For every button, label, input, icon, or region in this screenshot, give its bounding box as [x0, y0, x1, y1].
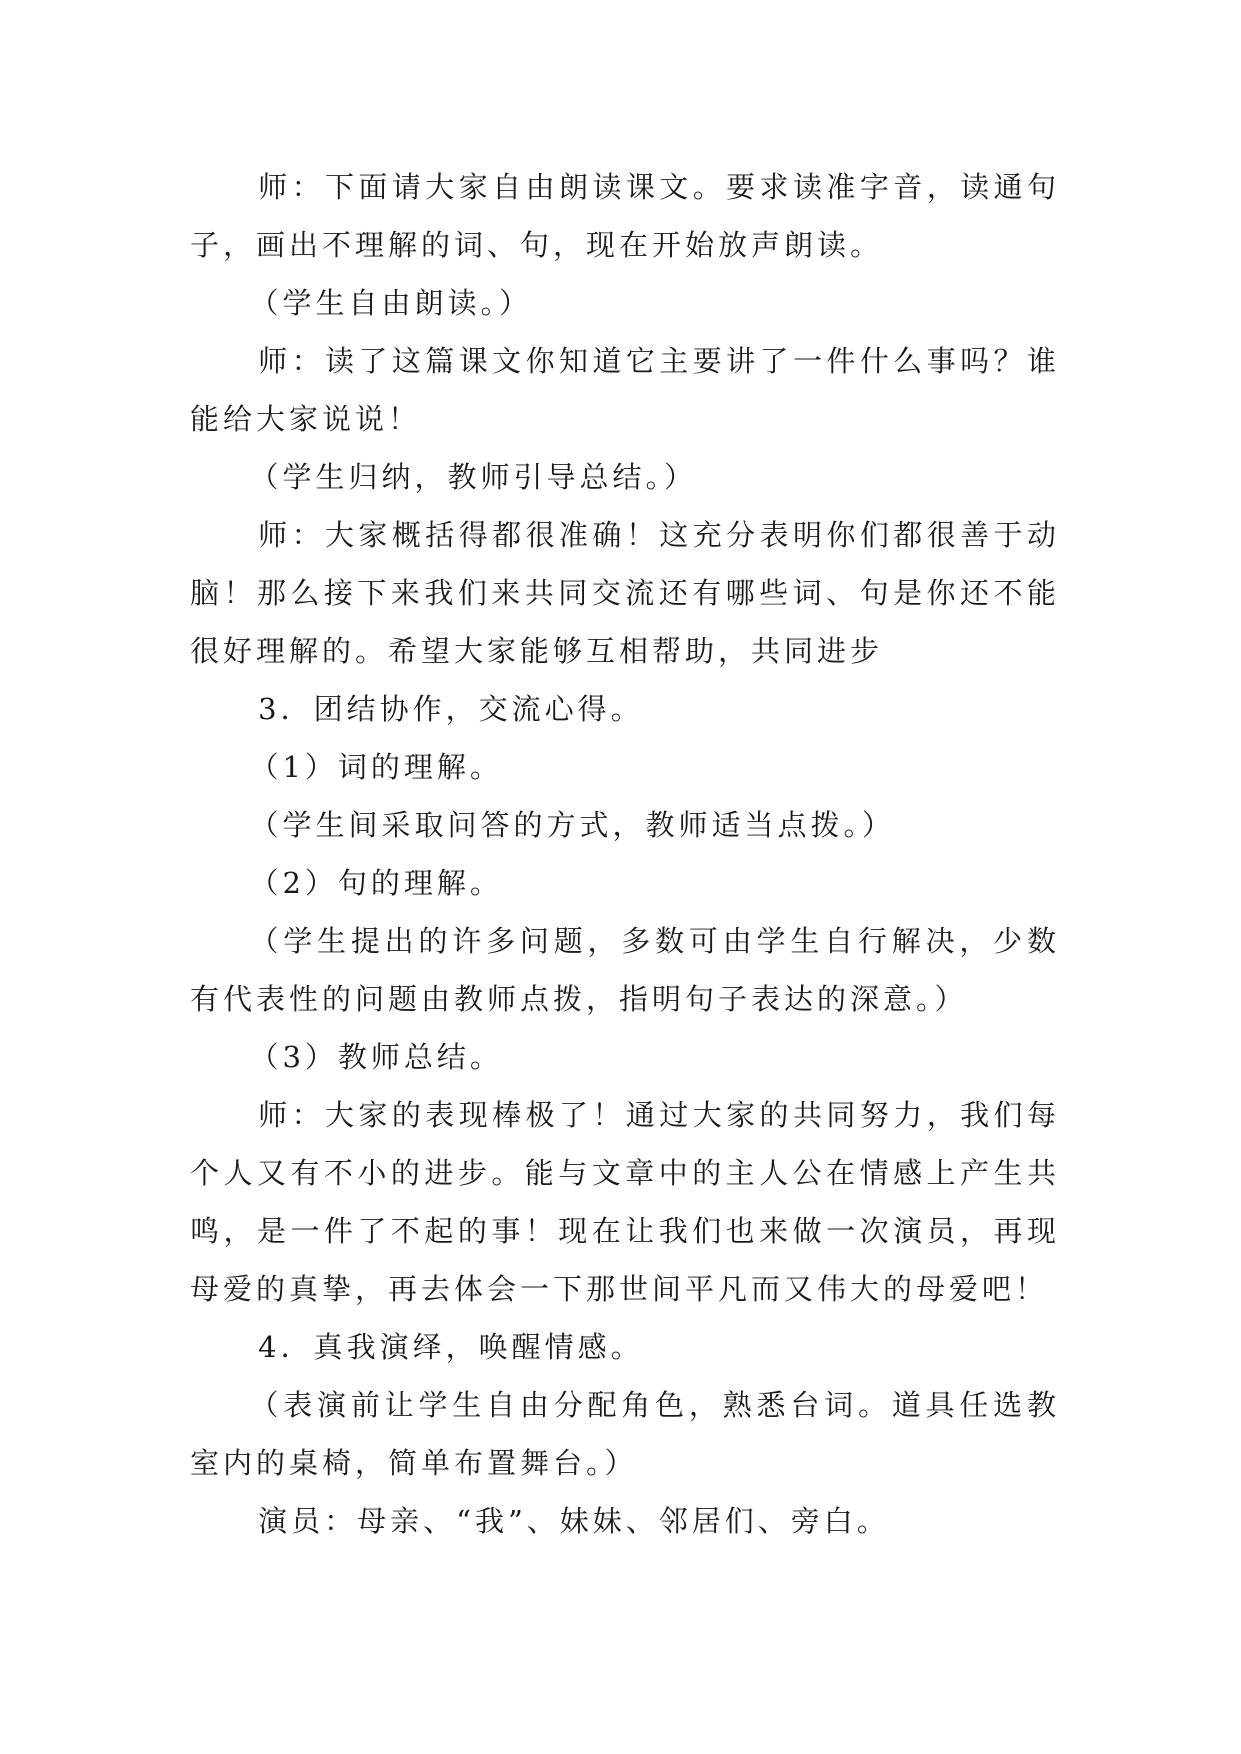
- paragraph-qa-method: （学生间采取问答的方式，教师适当点拨。）: [249, 808, 895, 842]
- subsection-teacher-summary: （3）教师总结。: [249, 1040, 503, 1074]
- document-body: [190, 158, 1060, 1550]
- paragraph-cast-list: 演员：母亲、“我”、妹妹、邻居们、旁白。: [258, 1504, 890, 1538]
- subsection-word-understanding: （1）词的理解。: [249, 750, 503, 784]
- paragraph-student-summary: （学生归纳，教师引导总结。）: [249, 460, 697, 494]
- paragraph-student-questions: （学生提出的许多问题，多数可由学生自行解决，少数有代表性的问题由教师点拨，指明句子表达的深意。）: [190, 924, 1060, 1016]
- section-heading-3: 3．团结协作，交流心得。: [258, 692, 644, 726]
- section-heading-4: 4．真我演绎，唤醒情感。: [258, 1330, 644, 1364]
- paragraph-teacher-conclusion: 师：大家的表现棒极了！通过大家的共同努力，我们每个人又有不小的进步。能与文章中的主人公在情感上产生共鸣，是一件了不起的事！现在让我们也来做一次演员，再现母爱的真挚，再去体会一下那世间平凡而又伟大的母爱吧！: [190, 1098, 1060, 1306]
- paragraph-teacher-reading-instruction: 师：下面请大家自由朗读课文。要求读准字音，读通句子，画出不理解的词、句，现在开始放声朗读。: [190, 170, 1060, 262]
- paragraph-teacher-praise: 师：大家概括得都很准确！这充分表明你们都很善于动脑！那么接下来我们来共同交流还有哪些词、句是你还不能很好理解的。希望大家能够互相帮助，共同进步: [190, 518, 1060, 668]
- paragraph-teacher-question: 师：读了这篇课文你知道它主要讲了一件什么事吗？谁能给大家说说！: [190, 344, 1060, 436]
- paragraph-performance-prep: （表演前让学生自由分配角色，熟悉台词。道具任选教室内的桌椅，简单布置舞台。）: [190, 1388, 1060, 1480]
- subsection-sentence-understanding: （2）句的理解。: [249, 866, 503, 900]
- paragraph-student-free-reading: （学生自由朗读。）: [249, 286, 532, 320]
